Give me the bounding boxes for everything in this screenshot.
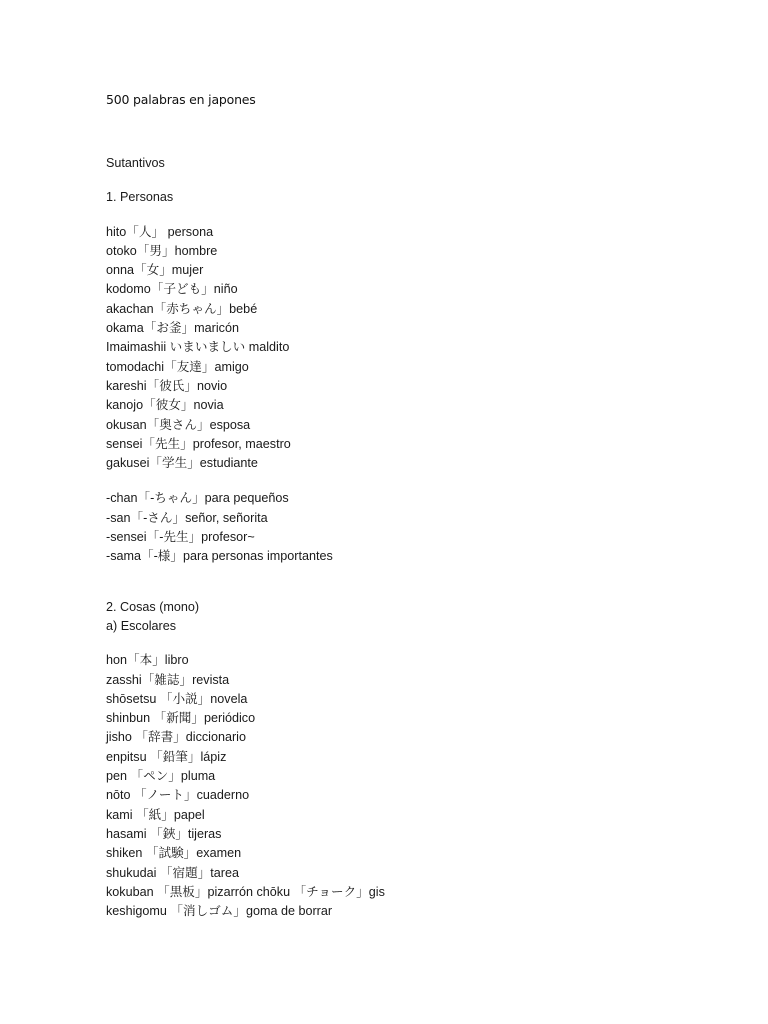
- document-title: 500 palabras en japones: [106, 92, 256, 107]
- list-item: jisho 「辞書」diccionario: [106, 730, 246, 745]
- list-item: hasami 「鋏」tijeras: [106, 826, 222, 841]
- list-item: okusan「奥さん」esposa: [106, 417, 251, 432]
- list-item: enpitsu 「鉛筆」lápiz: [106, 749, 227, 764]
- list-item: tomodachi「友達」amigo: [106, 359, 249, 374]
- list-item: -san「-さん」señor, señorita: [106, 510, 268, 525]
- list-item: Imaimashii いまいましい maldito: [106, 340, 290, 355]
- list-item: otoko「男」hombre: [106, 243, 218, 258]
- list-item: gakusei「学生」estudiante: [106, 456, 258, 471]
- document-body: [106, 154, 385, 921]
- section-heading: Sutantivos: [106, 156, 165, 170]
- list-item: okama「お釜」maricón: [106, 321, 239, 336]
- personas-heading: 1. Personas: [106, 190, 174, 205]
- list-item: sensei「先生」profesor, maestro: [106, 436, 291, 451]
- list-item: shiken 「試験」examen: [106, 846, 242, 861]
- list-item: keshigomu 「消しゴム」goma de borrar: [106, 904, 333, 919]
- sufijos-list: [106, 489, 385, 566]
- list-item: nōto 「ノート」cuaderno: [106, 788, 250, 803]
- cosas-subheading: a) Escolares: [106, 618, 176, 633]
- list-item: -chan「-ちゃん」para pequeños: [106, 491, 289, 506]
- list-item: kodomo「子ども」niño: [106, 282, 238, 297]
- list-item: pen 「ペン」pluma: [106, 769, 216, 784]
- list-item: hito「人」 persona: [106, 224, 214, 239]
- list-item: kokuban 「黒板」pizarrón chōku 「チョーク」gis: [106, 884, 385, 899]
- list-item: shukudai 「宿題」tarea: [106, 865, 239, 880]
- cosas-list: [106, 651, 385, 921]
- personas-list: [106, 223, 385, 474]
- list-item: kanojo「彼女」novia: [106, 398, 224, 413]
- list-item: onna「女」mujer: [106, 263, 204, 278]
- list-item: shōsetsu 「小説」novela: [106, 691, 248, 706]
- list-item: akachan「赤ちゃん」bebé: [106, 301, 258, 316]
- list-item: kami 「紙」papel: [106, 807, 205, 822]
- list-item: hon「本」libro: [106, 653, 189, 668]
- list-item: kareshi「彼氏」novio: [106, 378, 228, 393]
- list-item: shinbun 「新聞」periódico: [106, 711, 256, 726]
- cosas-heading: 2. Cosas (mono): [106, 599, 200, 614]
- list-item: -sama「-様」para personas importantes: [106, 549, 333, 564]
- list-item: -sensei「-先生」profesor~: [106, 530, 255, 545]
- list-item: zasshi「雑誌」revista: [106, 672, 230, 687]
